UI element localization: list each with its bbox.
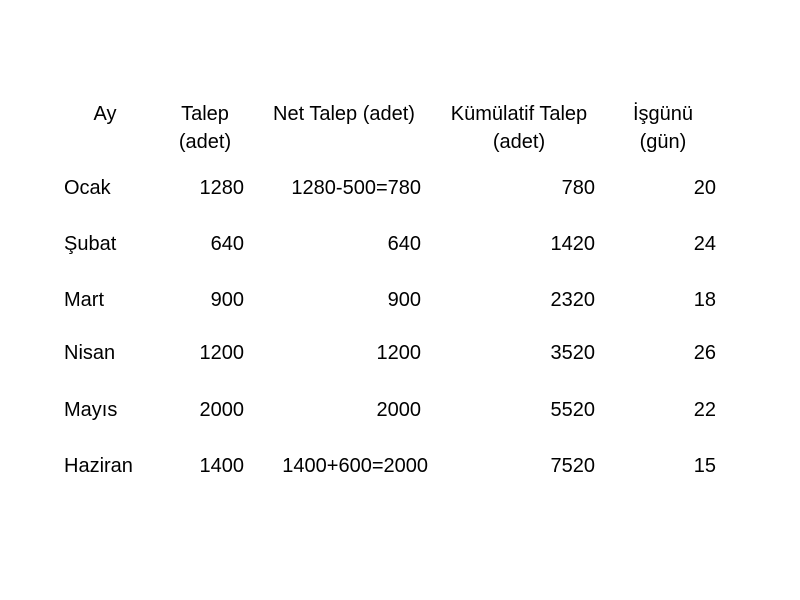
table-cell-kumulatif: 2320 [550, 289, 595, 311]
table-cell-talep: 1200 [199, 342, 244, 364]
table-cell-ay: Ocak [64, 177, 111, 199]
header-kumulatif-talep [436, 100, 602, 156]
table-cell-isgunu: 26 [693, 342, 716, 364]
header-kumulatif-line2: (adet) [492, 131, 546, 153]
header-talep [160, 100, 250, 156]
header-net-talep: Net Talep (adet) [273, 103, 415, 125]
table-cell-ay: Mayıs [64, 399, 118, 421]
table-cell-talep: 1400 [199, 455, 244, 477]
table-cell-kumulatif: 3520 [550, 342, 595, 364]
header-ay: Ay [93, 103, 117, 125]
table-cell-net-talep: 1280-500=780 [291, 177, 421, 199]
table-cell-ay: Nisan [64, 342, 116, 364]
header-isgunu-line2: (gün) [639, 131, 687, 153]
table-cell-talep: 640 [210, 233, 244, 255]
header-kumulatif-line1: Kümülatif Talep [450, 103, 588, 125]
header-isgunu-line1: İşgünü [632, 103, 694, 125]
table-cell-isgunu: 18 [693, 289, 716, 311]
table-cell-kumulatif: 5520 [550, 399, 595, 421]
table-cell-isgunu: 20 [693, 177, 716, 199]
table-cell-talep: 2000 [199, 399, 244, 421]
header-isgunu [615, 100, 711, 156]
table-cell-net-talep: 1400+600=2000 [282, 455, 428, 477]
table-cell-isgunu: 22 [693, 399, 716, 421]
table-cell-ay: Haziran [64, 455, 133, 477]
header-talep-line2: (adet) [178, 131, 232, 153]
table-cell-net-talep: 1200 [376, 342, 421, 364]
table-cell-net-talep: 640 [387, 233, 421, 255]
table-cell-net-talep: 900 [387, 289, 421, 311]
table-cell-ay: Mart [64, 289, 104, 311]
table-cell-ay: Şubat [64, 233, 117, 255]
table-cell-talep: 1280 [199, 177, 244, 199]
table-cell-kumulatif: 1420 [550, 233, 595, 255]
table-cell-isgunu: 15 [693, 455, 716, 477]
table-cell-kumulatif: 780 [561, 177, 595, 199]
header-talep-line1: Talep [181, 103, 229, 125]
table-cell-kumulatif: 7520 [550, 455, 595, 477]
table-cell-net-talep: 2000 [376, 399, 421, 421]
table-cell-isgunu: 24 [693, 233, 716, 255]
table-cell-talep: 900 [210, 289, 244, 311]
